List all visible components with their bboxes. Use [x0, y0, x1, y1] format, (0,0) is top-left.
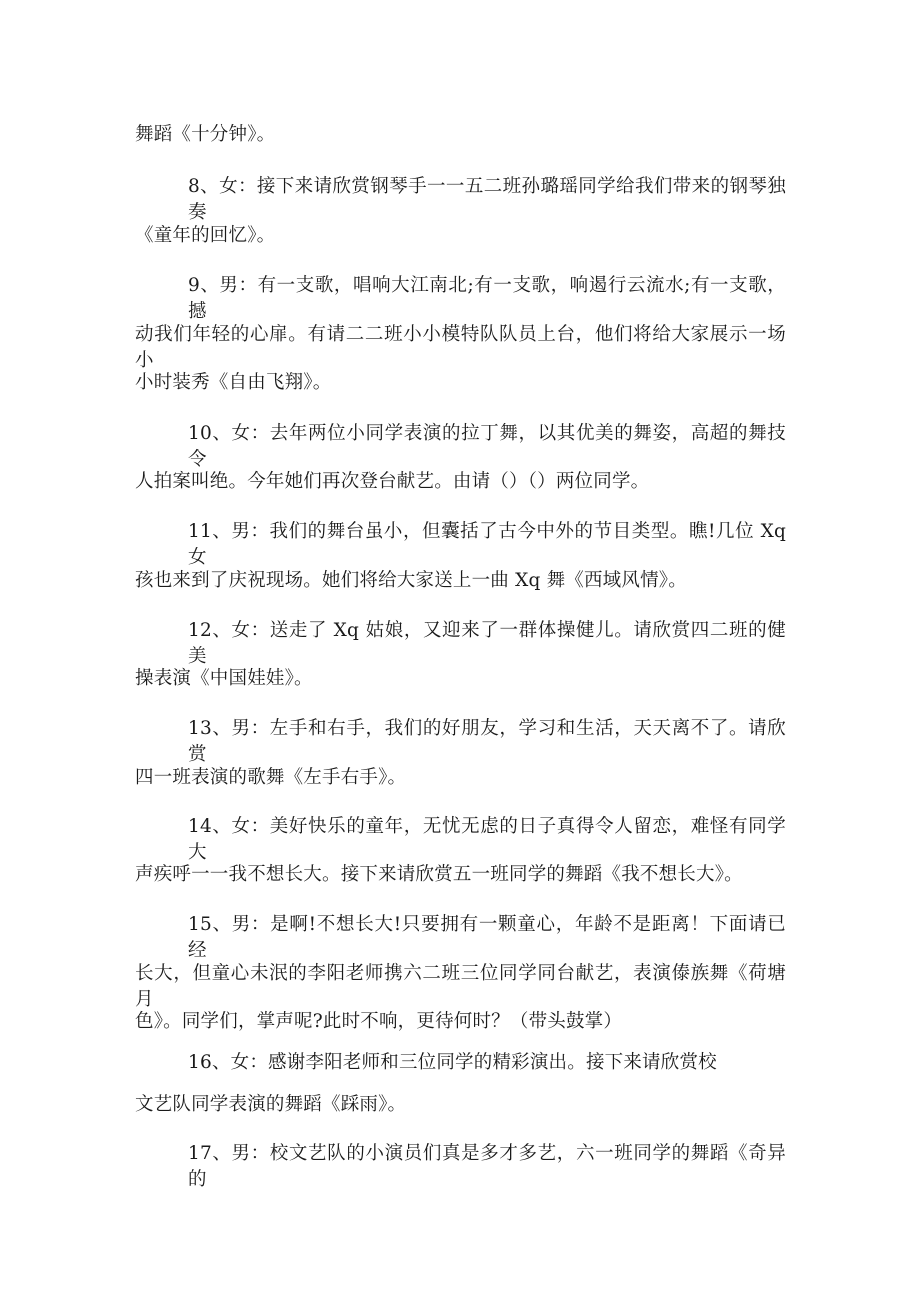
text-line: 13、男：左手和右手，我们的好朋友，学习和生活，天天离不了。请欣赏 [188, 718, 786, 765]
text-line: 操表演《中国娃娃》。 [135, 668, 313, 689]
text-line: 色》。同学们，掌声呢?此时不响，更待何时？（带头鼓掌） [135, 1011, 623, 1032]
text-line: 小时装秀《自由飞翔》。 [135, 372, 332, 393]
text-line: 17、男：校文艺队的小演员们真是多才多艺，六一班同学的舞蹈《奇异的 [188, 1143, 786, 1190]
text-line: 12、女：送走了 Xq 姑娘，又迎来了一群体操健儿。请欣赏四二班的健美 [188, 620, 786, 667]
text-line: 孩也来到了庆祝现场。她们将给大家送上一曲 Xq 舞《西域风情》。 [135, 570, 687, 591]
text-line: 文艺队同学表演的舞蹈《踩雨》。 [135, 1094, 407, 1115]
text-line: 人拍案叫绝。今年她们再次登台献艺。由请（）（）两位同学。 [135, 471, 650, 492]
text-line: 9、男：有一支歌，唱响大江南北;有一支歌，响遏行云流水;有一支歌，撼 [188, 275, 786, 322]
text-line: 10、女：去年两位小同学表演的拉丁舞，以其优美的舞姿，高超的舞技令 [188, 423, 786, 470]
text-line: 14、女：美好快乐的童年，无忧无虑的日子真得令人留恋，难怪有同学大 [188, 816, 786, 863]
text-line: 16、女：感谢李阳老师和三位同学的精彩演出。接下来请欣赏校 [188, 1052, 717, 1073]
text-line: 动我们年轻的心扉。有请二二班小小模特队队员上台，他们将给大家展示一场小 [135, 324, 786, 371]
text-line: 15、男：是啊!不想长大!只要拥有一颗童心，年龄不是距离！下面请已经 [188, 914, 786, 961]
text-line: 长大，但童心未泯的李阳老师携六二班三位同学同台献艺，表演傣族舞《荷塘月 [135, 963, 786, 1010]
text-line: 《童年的回忆》。 [135, 225, 276, 246]
text-line: 舞蹈《十分钟》。 [135, 124, 276, 145]
text-line: 11、男：我们的舞台虽小，但囊括了古今中外的节目类型。瞧!几位 Xq 女 [188, 521, 786, 568]
text-line: 声疾呼一一我不想长大。接下来请欣赏五一班同学的舞蹈《我不想长大》。 [135, 864, 743, 885]
text-line: 8、女：接下来请欣赏钢琴手一一五二班孙璐瑶同学给我们带来的钢琴独奏 [188, 176, 786, 223]
text-line: 四一班表演的歌舞《左手右手》。 [135, 767, 407, 788]
